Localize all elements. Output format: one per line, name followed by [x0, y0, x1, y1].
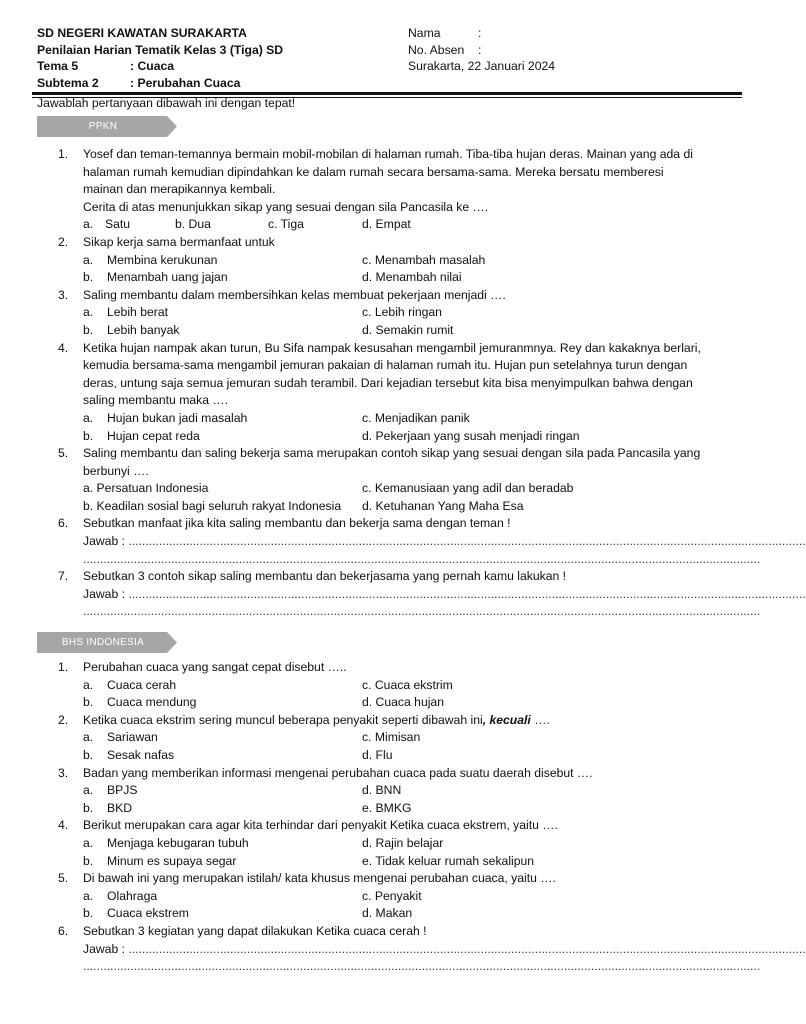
option-text: Cuaca cerah — [107, 677, 177, 692]
option-row — [83, 252, 741, 270]
nama-value: : — [478, 26, 482, 40]
question — [37, 146, 741, 234]
option-text: Membina kerukunan — [107, 252, 218, 267]
option-text: Menambah uang jajan — [107, 270, 228, 285]
question-text: …. — [530, 712, 550, 727]
option-row — [83, 498, 741, 516]
section-tag-ppkn — [37, 116, 177, 137]
question-line: berbunyi …. — [83, 463, 149, 478]
question-line: Saling membantu dan saling bekerja sama merupakan contoh sikap yang sesuai dengan sila pada Pancasila yang — [83, 446, 701, 461]
subtema-key: Subtema 2 — [37, 75, 99, 90]
option-row — [83, 800, 741, 818]
section-ppkn — [37, 146, 806, 621]
assessment-title: Penilaian Harian Tematik Kelas 3 (Tiga) SD — [37, 42, 284, 57]
question-number: 6. — [58, 516, 69, 531]
section-tag-label: PPKN — [88, 121, 118, 132]
option-row — [83, 410, 741, 428]
option-text: d. Makan — [362, 906, 413, 921]
option-row — [83, 905, 741, 923]
option-text: d. Rajin belajar — [362, 835, 444, 850]
answer-dots: ........................................................................................................................................................................................................ — [83, 551, 761, 566]
option-text: Olahraga — [107, 888, 158, 903]
question-line: Berikut merupakan cara agar kita terhindar dari penyakit Ketika cuaca ekstrem, yaitu …. — [83, 818, 558, 833]
absen-key: No. Absen — [408, 42, 465, 57]
option-text: e. Tidak keluar rumah sekalipun — [362, 853, 535, 868]
option-text: BKD — [107, 800, 133, 815]
option-letter: a. — [83, 677, 94, 692]
answer-label: Jawab : — [83, 586, 129, 601]
absen-row — [408, 42, 738, 59]
subtema-value: : Perubahan Cuaca — [130, 75, 241, 90]
section-tag-label: BHS INDONESIA — [61, 637, 145, 648]
option-letter: b. — [83, 906, 94, 921]
question — [37, 445, 741, 515]
answer-line[interactable] — [83, 586, 806, 604]
question-number: 1. — [58, 660, 69, 674]
option-text: c. Tiga — [268, 217, 304, 232]
question-line: Saling membantu dalam membersihkan kelas membuat pekerjaan menjadi …. — [83, 287, 506, 302]
option-text: d. Empat — [362, 217, 411, 232]
question-line: Perubahan cuaca yang sangat cepat disebut ….. — [83, 660, 347, 674]
question — [37, 287, 741, 340]
option-row — [83, 694, 741, 712]
option-text: c. Kemanusiaan yang adil dan beradab — [362, 481, 574, 496]
option-letter: a. — [83, 305, 94, 320]
answer-dots: ........................................................................................................................................................................................................ — [128, 941, 806, 956]
answer-dots: ........................................................................................................................................................................................................ — [83, 604, 761, 619]
answer-dots: ........................................................................................................................................................................................................ — [83, 959, 761, 974]
option-row — [83, 216, 741, 234]
option-text: BPJS — [107, 783, 138, 798]
option-text: c. Lebih ringan — [362, 305, 442, 320]
option-row — [83, 322, 741, 340]
option-row — [83, 480, 741, 498]
option-row — [83, 888, 741, 906]
question-line: Cerita di atas menunjukkan sikap yang sesuai dengan sila Pancasila ke …. — [83, 199, 489, 214]
option-text: Sariawan — [107, 730, 158, 745]
option-row — [83, 729, 741, 747]
option-letter: b. — [83, 270, 94, 285]
option-letter: b. — [83, 853, 94, 868]
option-letter: b. — [83, 800, 94, 815]
question-line: deras, untung saja semua jemuran sudah terambil. Dari kejadian tersebut kita bisa menyimpulkan bahwa dengan — [83, 375, 693, 390]
tema-key: Tema 5 — [37, 59, 79, 73]
question — [37, 659, 741, 712]
option-text: d. Cuaca hujan — [362, 695, 444, 710]
tema-value: : Cuaca — [130, 59, 175, 73]
question-line: saling membantu maka …. — [83, 393, 228, 408]
question — [37, 340, 741, 446]
option-text: c. Menjadikan panik — [362, 410, 470, 425]
header-right — [408, 25, 738, 75]
option-text: b. Keadilan sosial bagi seluruh rakyat Indonesia — [83, 498, 342, 513]
question — [37, 817, 741, 870]
question-number: 1. — [58, 147, 69, 161]
question-line: Sebutkan 3 contoh sikap saling membantu dan bekerjasama yang pernah kamu lakukan ! — [83, 569, 567, 584]
option-letter: b. — [83, 322, 94, 337]
question — [37, 923, 806, 976]
option-letter: a. — [83, 252, 94, 267]
option-letter: b. — [83, 695, 94, 710]
question-number: 5. — [58, 871, 69, 886]
option-text: d. Menambah nilai — [362, 270, 462, 285]
question-line: Sebutkan 3 kegiatan yang dapat dilakukan Ketika cuaca cerah ! — [83, 923, 427, 938]
nama-key: Nama — [408, 26, 441, 40]
option-letter: b. — [83, 747, 94, 762]
question-line: Badan yang memberikan informasi mengenai perubahan cuaca pada suatu daerah disebut …. — [83, 765, 593, 780]
option-text: Hujan cepat reda — [107, 428, 200, 443]
nama-row — [408, 25, 738, 42]
answer-dots: ........................................................................................................................................................................................................ — [128, 586, 806, 601]
answer-line[interactable] — [83, 941, 806, 959]
question — [37, 765, 741, 818]
absen-value: : — [478, 42, 482, 57]
answer-line[interactable] — [83, 958, 761, 976]
option-row — [83, 835, 741, 853]
option-row — [83, 853, 741, 871]
option-text: d. BNN — [362, 783, 402, 798]
question-line — [83, 712, 741, 730]
school-name: SD NEGERI KAWATAN SURAKARTA — [37, 26, 247, 40]
option-letter: a. — [83, 410, 94, 425]
option-text: e. BMKG — [362, 800, 412, 815]
answer-line[interactable] — [83, 533, 806, 551]
option-row — [83, 269, 741, 287]
option-text: c. Penyakit — [362, 888, 422, 903]
question — [37, 870, 741, 923]
question — [37, 568, 806, 621]
option-letter: a. — [83, 730, 94, 745]
section-tag-bhs-indonesia — [37, 632, 177, 653]
option-text: b. Dua — [175, 217, 211, 232]
option-text: c. Menambah masalah — [362, 252, 486, 267]
question — [37, 515, 806, 568]
question — [37, 712, 741, 765]
option-text: Minum es supaya segar — [107, 853, 237, 868]
tema-row — [37, 58, 407, 75]
option-text: d. Semakin rumit — [362, 322, 454, 337]
question-number: 7. — [58, 569, 69, 584]
question-line: Sikap kerja sama bermanfaat untuk — [83, 234, 275, 249]
question-number: 4. — [58, 340, 69, 355]
question-number: 3. — [58, 287, 69, 302]
question-line: mainan dan merapikannya kembali. — [83, 182, 276, 197]
question-number: 4. — [58, 818, 69, 833]
section-bhs-indonesia — [37, 659, 806, 976]
date: Surakarta, 22 Januari 2024 — [408, 59, 556, 73]
option-text: c. Mimisan — [362, 730, 421, 745]
header-left — [37, 25, 407, 91]
option-text: Sesak nafas — [107, 747, 175, 762]
question-line: kemudia bersama-sama mengambil jemuran pakaian di halaman rumah itu. Hujan pun setelahnya turun dengan — [83, 358, 688, 373]
question-line: halaman rumah kemudian dipindahkan ke dalam rumah secara bersama-sama. Mereka bersatu memberesi — [83, 164, 664, 179]
option-text: Satu — [105, 217, 131, 232]
question — [37, 234, 741, 287]
option-text: a. Persatuan Indonesia — [83, 481, 209, 496]
question-line: Di bawah ini yang merupakan istilah/ kata khusus mengenai perubahan cuaca, yaitu …. — [83, 871, 556, 886]
question-number: 3. — [58, 765, 69, 780]
option-row — [83, 747, 741, 765]
option-text: d. Pekerjaan yang susah menjadi ringan — [362, 428, 580, 443]
question-line: Sebutkan manfaat jika kita saling membantu dan bekerja sama dengan teman ! — [83, 516, 511, 531]
question-number: 2. — [58, 712, 69, 727]
option-letter: a. — [83, 217, 94, 232]
option-text: d. Ketuhanan Yang Maha Esa — [362, 498, 524, 513]
answer-dots: ........................................................................................................................................................................................................ — [128, 534, 806, 549]
option-letter: b. — [83, 428, 94, 443]
option-text: Lebih berat — [107, 305, 168, 320]
question-line: Ketika hujan nampak akan turun, Bu Sifa nampak kesusahan mengambil jemuranmnya. Rey dan kakaknya berlari, — [83, 340, 701, 355]
option-text: Hujan bukan jadi masalah — [107, 410, 248, 425]
instruction: Jawablah pertanyaan dibawah ini dengan tepat! — [37, 96, 296, 110]
option-text: Lebih banyak — [107, 322, 180, 337]
subtema-row — [37, 75, 407, 92]
question-number: 6. — [58, 923, 69, 938]
option-text: Menjaga kebugaran tubuh — [107, 835, 249, 850]
answer-line[interactable] — [83, 551, 761, 569]
answer-label: Jawab : — [83, 534, 129, 549]
question-number: 2. — [58, 234, 69, 249]
question-line: Yosef dan teman-temannya bermain mobil-mobilan di halaman rumah. Tiba-tiba hujan deras. Mainan yang ada di — [83, 147, 693, 161]
option-letter: a. — [83, 783, 94, 798]
option-letter: a. — [83, 888, 94, 903]
option-row — [83, 677, 741, 695]
option-row — [83, 782, 741, 800]
option-row — [83, 428, 741, 446]
option-text: c. Cuaca ekstrim — [362, 677, 453, 692]
option-text: Cuaca ekstrem — [107, 906, 189, 921]
option-row — [83, 304, 741, 322]
question-text: Ketika cuaca ekstrim sering muncul beberapa penyakit seperti dibawah ini — [83, 712, 483, 727]
option-text: d. Flu — [362, 747, 393, 762]
answer-label: Jawab : — [83, 941, 129, 956]
header — [37, 25, 741, 91]
option-letter: a. — [83, 835, 94, 850]
question-number: 5. — [58, 446, 69, 461]
question-emphasis: , kecuali — [482, 712, 531, 727]
answer-line[interactable] — [83, 603, 761, 621]
option-text: Cuaca mendung — [107, 695, 197, 710]
